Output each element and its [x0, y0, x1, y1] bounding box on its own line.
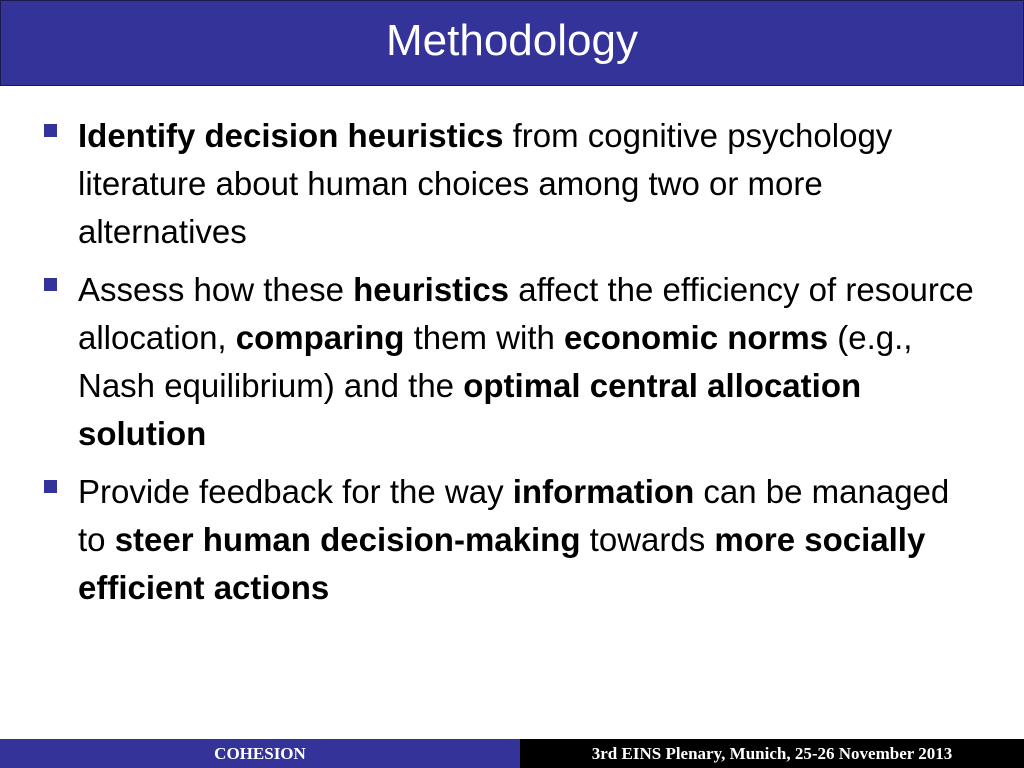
bullet-item [44, 468, 984, 612]
bullet-text [78, 117, 892, 250]
title-bar [0, 0, 1024, 86]
bullet-segment: (e.g., Nash equilibrium) and the [78, 319, 913, 404]
bullet-segment: from cognitive psychology literature about human choices among two or more alternatives [78, 117, 893, 250]
bullet-segment: them with [404, 319, 565, 356]
bullet-segment: comparing [235, 319, 405, 356]
bullet-segment: economic norms [564, 319, 829, 356]
bullet-segment: Provide feedback for the way [78, 473, 513, 510]
bullet-segment: can be managed to [78, 473, 950, 558]
bullet-segment: heuristics [353, 271, 510, 308]
footer-event: 3rd EINS Plenary, Munich, 25-26 November 2013 [591, 743, 953, 763]
bullet-segment: affect the efficiency of resource allocation, [78, 271, 974, 356]
bullet-item [44, 266, 984, 458]
footer-right [520, 739, 1024, 768]
square-bullet-icon [44, 480, 57, 493]
footer-project-name: COHESION [214, 743, 306, 763]
bullet-segment: optimal central allocation solution [78, 367, 862, 452]
bullet-text [78, 473, 949, 606]
slide-title: Methodology [386, 16, 638, 65]
bullet-text [78, 271, 974, 452]
bullet-item [44, 112, 984, 256]
bullet-segment: steer human decision-making [114, 521, 581, 558]
bullet-segment: information [512, 473, 695, 510]
footer [0, 739, 1024, 768]
footer-left [0, 739, 520, 768]
bullet-list [44, 112, 984, 622]
bullet-segment: towards [580, 521, 715, 558]
bullet-segment: more socially efficient actions [78, 521, 926, 606]
bullet-segment: Assess how these [78, 271, 354, 308]
square-bullet-icon [44, 278, 57, 291]
square-bullet-icon [44, 124, 57, 137]
bullet-segment: Identify decision heuristics [78, 117, 504, 154]
